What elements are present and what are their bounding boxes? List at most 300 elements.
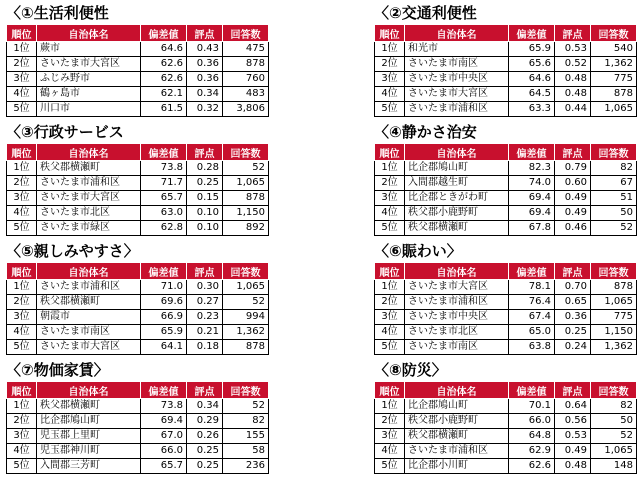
responses-cell: 50: [591, 414, 637, 429]
table-row: [7, 280, 269, 295]
municipality-cell: 入間郡三芳町: [37, 459, 141, 474]
table-row: [375, 221, 637, 236]
responses-cell: 1,150: [591, 325, 637, 340]
municipality-cell: 入間郡越生町: [405, 176, 509, 191]
score-cell: 0.32: [187, 102, 223, 117]
section-title: 〈①生活利便性: [6, 4, 109, 22]
score-cell: 0.26: [187, 429, 223, 444]
score-cell: 0.48: [555, 87, 591, 102]
score-cell: 0.65: [555, 295, 591, 310]
rank-cell: 3位: [375, 72, 405, 87]
deviation-cell: 62.8: [141, 221, 187, 236]
header-municipality: 自治体名: [37, 382, 141, 399]
municipality-cell: さいたま市浦和区: [37, 176, 141, 191]
rank-cell: 2位: [7, 176, 37, 191]
deviation-cell: 64.5: [509, 87, 555, 102]
table-row: [375, 444, 637, 459]
ranking-table: [6, 262, 269, 355]
responses-cell: 775: [591, 310, 637, 325]
rank-cell: 5位: [7, 340, 37, 355]
table-row: [375, 310, 637, 325]
score-cell: 0.36: [187, 72, 223, 87]
rank-cell: 1位: [7, 399, 37, 414]
score-cell: 0.25: [187, 459, 223, 474]
deviation-cell: 65.7: [141, 191, 187, 206]
deviation-cell: 62.6: [509, 459, 555, 474]
table-row: [7, 176, 269, 191]
municipality-cell: さいたま市北区: [405, 325, 509, 340]
responses-cell: 878: [591, 280, 637, 295]
table-header-row: [375, 144, 637, 161]
municipality-cell: 秩父郡横瀬町: [37, 295, 141, 310]
header-deviation: 偏差値: [509, 25, 555, 42]
ranking-section-prices-rent: [6, 359, 268, 474]
responses-cell: 82: [223, 414, 269, 429]
section-title: 〈⑤親しみやすさ〉: [6, 242, 139, 260]
section-title: 〈④静かさ治安: [374, 123, 477, 141]
rank-cell: 5位: [375, 102, 405, 117]
deviation-cell: 66.0: [509, 414, 555, 429]
table-row: [375, 280, 637, 295]
responses-cell: 52: [223, 161, 269, 176]
ranking-table: [374, 24, 637, 117]
rank-cell: 5位: [7, 221, 37, 236]
score-cell: 0.49: [555, 191, 591, 206]
header-deviation: 偏差値: [141, 382, 187, 399]
section-title: 〈⑥賑わい〉: [374, 242, 462, 260]
header-score: 評点: [555, 144, 591, 161]
deviation-cell: 65.6: [509, 57, 555, 72]
score-cell: 0.10: [187, 206, 223, 221]
deviation-cell: 63.8: [509, 340, 555, 355]
municipality-cell: さいたま市南区: [37, 325, 141, 340]
responses-cell: 1,362: [223, 325, 269, 340]
responses-cell: 82: [591, 161, 637, 176]
rank-cell: 3位: [7, 310, 37, 325]
rank-cell: 1位: [375, 399, 405, 414]
municipality-cell: さいたま市南区: [405, 57, 509, 72]
municipality-cell: さいたま市南区: [405, 340, 509, 355]
table-row: [375, 414, 637, 429]
rank-cell: 2位: [7, 295, 37, 310]
municipality-cell: さいたま市大宮区: [37, 340, 141, 355]
deviation-cell: 66.9: [141, 310, 187, 325]
responses-cell: 878: [223, 57, 269, 72]
municipality-cell: さいたま市浦和区: [405, 444, 509, 459]
municipality-cell: 比企郡鳩山町: [37, 414, 141, 429]
responses-cell: 1,362: [591, 340, 637, 355]
header-responses: 回答数: [591, 263, 637, 280]
rank-cell: 1位: [7, 161, 37, 176]
municipality-cell: さいたま市大宮区: [37, 191, 141, 206]
rank-cell: 2位: [7, 414, 37, 429]
table-header-row: [7, 382, 269, 399]
table-row: [7, 325, 269, 340]
responses-cell: 51: [591, 191, 637, 206]
header-score: 評点: [555, 382, 591, 399]
header-deviation: 偏差値: [141, 263, 187, 280]
deviation-cell: 64.6: [509, 72, 555, 87]
deviation-cell: 65.9: [509, 42, 555, 57]
table-header-row: [375, 263, 637, 280]
responses-cell: 236: [223, 459, 269, 474]
table-row: [7, 295, 269, 310]
deviation-cell: 69.4: [509, 191, 555, 206]
table-row: [7, 206, 269, 221]
responses-cell: 52: [223, 399, 269, 414]
rank-cell: 5位: [375, 459, 405, 474]
section-title: 〈⑦物価家賃〉: [6, 361, 109, 379]
deviation-cell: 73.8: [141, 399, 187, 414]
municipality-cell: さいたま市浦和区: [37, 280, 141, 295]
table-row: [7, 161, 269, 176]
ranking-table: [374, 381, 637, 474]
table-row: [7, 310, 269, 325]
score-cell: 0.49: [555, 206, 591, 221]
municipality-cell: 蕨市: [37, 42, 141, 57]
header-score: 評点: [187, 263, 223, 280]
score-cell: 0.27: [187, 295, 223, 310]
rank-cell: 5位: [7, 459, 37, 474]
responses-cell: 892: [223, 221, 269, 236]
responses-cell: 82: [591, 399, 637, 414]
rank-cell: 2位: [375, 57, 405, 72]
table-row: [7, 444, 269, 459]
municipality-cell: 比企郡小川町: [405, 459, 509, 474]
score-cell: 0.25: [187, 444, 223, 459]
deviation-cell: 63.3: [509, 102, 555, 117]
municipality-cell: さいたま市浦和区: [405, 295, 509, 310]
header-municipality: 自治体名: [405, 382, 509, 399]
deviation-cell: 65.0: [509, 325, 555, 340]
deviation-cell: 62.6: [141, 72, 187, 87]
ranking-table: [6, 381, 269, 474]
rank-cell: 2位: [375, 176, 405, 191]
responses-cell: 760: [223, 72, 269, 87]
score-cell: 0.46: [555, 221, 591, 236]
header-deviation: 偏差値: [509, 263, 555, 280]
municipality-cell: 児玉郡上里町: [37, 429, 141, 444]
table-row: [7, 459, 269, 474]
responses-cell: 1,065: [223, 176, 269, 191]
deviation-cell: 78.1: [509, 280, 555, 295]
responses-cell: 155: [223, 429, 269, 444]
header-responses: 回答数: [223, 263, 269, 280]
table-row: [7, 414, 269, 429]
score-cell: 0.49: [555, 444, 591, 459]
score-cell: 0.21: [187, 325, 223, 340]
table-row: [375, 42, 637, 57]
header-responses: 回答数: [223, 144, 269, 161]
rank-cell: 4位: [7, 325, 37, 340]
responses-cell: 994: [223, 310, 269, 325]
score-cell: 0.28: [187, 161, 223, 176]
responses-cell: 50: [591, 206, 637, 221]
table-header-row: [375, 25, 637, 42]
responses-cell: 878: [591, 87, 637, 102]
ranking-table: [6, 24, 269, 117]
rank-cell: 5位: [375, 221, 405, 236]
rank-cell: 1位: [375, 161, 405, 176]
header-rank: 順位: [7, 25, 37, 42]
table-row: [7, 191, 269, 206]
header-responses: 回答数: [591, 25, 637, 42]
deviation-cell: 65.9: [141, 325, 187, 340]
municipality-cell: 比企郡ときがわ町: [405, 191, 509, 206]
deviation-cell: 65.7: [141, 459, 187, 474]
header-deviation: 偏差値: [509, 144, 555, 161]
responses-cell: 1,362: [591, 57, 637, 72]
deviation-cell: 62.1: [141, 87, 187, 102]
responses-cell: 775: [591, 72, 637, 87]
municipality-cell: 秩父郡横瀬町: [37, 399, 141, 414]
responses-cell: 483: [223, 87, 269, 102]
table-row: [375, 102, 637, 117]
ranking-section-quiet-safety: [374, 121, 636, 236]
municipality-cell: 比企郡鳩山町: [405, 399, 509, 414]
table-row: [7, 87, 269, 102]
rank-cell: 4位: [375, 206, 405, 221]
score-cell: 0.15: [187, 191, 223, 206]
table-row: [7, 340, 269, 355]
ranking-section-living-convenience: [6, 2, 268, 117]
header-responses: 回答数: [223, 382, 269, 399]
table-row: [375, 429, 637, 444]
rank-cell: 4位: [7, 444, 37, 459]
header-responses: 回答数: [591, 382, 637, 399]
score-cell: 0.36: [187, 57, 223, 72]
municipality-cell: 秩父郡横瀬町: [405, 221, 509, 236]
deviation-cell: 64.6: [141, 42, 187, 57]
municipality-cell: さいたま市大宮区: [37, 57, 141, 72]
rank-cell: 3位: [7, 72, 37, 87]
score-cell: 0.53: [555, 429, 591, 444]
rank-cell: 4位: [7, 87, 37, 102]
municipality-cell: 和光市: [405, 42, 509, 57]
section-title: 〈②交通利便性: [374, 4, 477, 22]
deviation-cell: 70.1: [509, 399, 555, 414]
rank-cell: 2位: [375, 414, 405, 429]
table-row: [375, 191, 637, 206]
score-cell: 0.36: [555, 310, 591, 325]
table-row: [7, 57, 269, 72]
score-cell: 0.34: [187, 87, 223, 102]
rank-cell: 2位: [375, 295, 405, 310]
ranking-section-public-services: [6, 121, 268, 236]
header-rank: 順位: [375, 25, 405, 42]
municipality-cell: さいたま市緑区: [37, 221, 141, 236]
municipality-cell: ふじみ野市: [37, 72, 141, 87]
rank-cell: 3位: [7, 191, 37, 206]
header-municipality: 自治体名: [37, 25, 141, 42]
table-row: [375, 87, 637, 102]
responses-cell: 148: [591, 459, 637, 474]
score-cell: 0.48: [555, 459, 591, 474]
rank-cell: 4位: [375, 87, 405, 102]
table-row: [375, 57, 637, 72]
header-municipality: 自治体名: [37, 263, 141, 280]
header-score: 評点: [187, 25, 223, 42]
table-row: [375, 72, 637, 87]
ranking-section-disaster-prevention: [374, 359, 636, 474]
header-responses: 回答数: [223, 25, 269, 42]
table-row: [7, 399, 269, 414]
table-row: [7, 42, 269, 57]
rank-cell: 5位: [7, 102, 37, 117]
section-title: 〈⑧防災〉: [374, 361, 447, 379]
rank-cell: 4位: [375, 444, 405, 459]
deviation-cell: 61.5: [141, 102, 187, 117]
header-rank: 順位: [375, 144, 405, 161]
table-row: [375, 459, 637, 474]
table-row: [375, 295, 637, 310]
rank-cell: 3位: [375, 429, 405, 444]
header-rank: 順位: [375, 382, 405, 399]
deviation-cell: 73.8: [141, 161, 187, 176]
responses-cell: 3,806: [223, 102, 269, 117]
header-deviation: 偏差値: [141, 144, 187, 161]
table-header-row: [375, 382, 637, 399]
responses-cell: 1,150: [223, 206, 269, 221]
ranking-table: [374, 143, 637, 236]
table-row: [7, 102, 269, 117]
municipality-cell: さいたま市大宮区: [405, 280, 509, 295]
table-row: [375, 176, 637, 191]
table-header-row: [7, 263, 269, 280]
table-header-row: [7, 144, 269, 161]
header-score: 評点: [187, 382, 223, 399]
responses-cell: 878: [223, 340, 269, 355]
deviation-cell: 69.4: [509, 206, 555, 221]
header-rank: 順位: [7, 263, 37, 280]
table-row: [7, 221, 269, 236]
table-header-row: [7, 25, 269, 42]
ranking-section-transport-convenience: [374, 2, 636, 117]
score-cell: 0.25: [555, 325, 591, 340]
score-cell: 0.60: [555, 176, 591, 191]
rank-cell: 1位: [7, 42, 37, 57]
header-deviation: 偏差値: [509, 382, 555, 399]
score-cell: 0.79: [555, 161, 591, 176]
municipality-cell: 比企郡鳩山町: [405, 161, 509, 176]
deviation-cell: 74.0: [509, 176, 555, 191]
municipality-cell: 川口市: [37, 102, 141, 117]
score-cell: 0.23: [187, 310, 223, 325]
table-row: [375, 399, 637, 414]
header-rank: 順位: [7, 144, 37, 161]
municipality-cell: 秩父郡小鹿野町: [405, 414, 509, 429]
ranking-section-liveliness: [374, 240, 636, 355]
score-cell: 0.10: [187, 221, 223, 236]
municipality-cell: さいたま市北区: [37, 206, 141, 221]
header-municipality: 自治体名: [37, 144, 141, 161]
score-cell: 0.52: [555, 57, 591, 72]
municipality-cell: 児玉郡神川町: [37, 444, 141, 459]
responses-cell: 1,065: [591, 102, 637, 117]
responses-cell: 52: [223, 295, 269, 310]
rank-cell: 5位: [375, 340, 405, 355]
municipality-cell: 秩父郡横瀬町: [37, 161, 141, 176]
deviation-cell: 82.3: [509, 161, 555, 176]
score-cell: 0.64: [555, 399, 591, 414]
responses-cell: 52: [591, 429, 637, 444]
responses-cell: 1,065: [591, 444, 637, 459]
ranking-table: [6, 143, 269, 236]
header-score: 評点: [555, 25, 591, 42]
deviation-cell: 69.6: [141, 295, 187, 310]
responses-cell: 58: [223, 444, 269, 459]
header-municipality: 自治体名: [405, 25, 509, 42]
score-cell: 0.34: [187, 399, 223, 414]
header-municipality: 自治体名: [405, 144, 509, 161]
score-cell: 0.29: [187, 414, 223, 429]
header-deviation: 偏差値: [141, 25, 187, 42]
municipality-cell: 秩父郡横瀬町: [405, 429, 509, 444]
section-title: 〈③行政サービス: [6, 123, 124, 141]
responses-cell: 52: [591, 221, 637, 236]
table-row: [7, 72, 269, 87]
rank-cell: 3位: [7, 429, 37, 444]
header-score: 評点: [555, 263, 591, 280]
municipality-cell: 朝霞市: [37, 310, 141, 325]
rank-cell: 1位: [375, 42, 405, 57]
score-cell: 0.24: [555, 340, 591, 355]
deviation-cell: 66.0: [141, 444, 187, 459]
score-cell: 0.48: [555, 72, 591, 87]
municipality-cell: 鶴ヶ島市: [37, 87, 141, 102]
responses-cell: 878: [223, 191, 269, 206]
score-cell: 0.30: [187, 280, 223, 295]
rank-cell: 4位: [7, 206, 37, 221]
table-row: [375, 161, 637, 176]
score-cell: 0.43: [187, 42, 223, 57]
deviation-cell: 64.1: [141, 340, 187, 355]
score-cell: 0.56: [555, 414, 591, 429]
deviation-cell: 67.8: [509, 221, 555, 236]
table-row: [375, 325, 637, 340]
responses-cell: 475: [223, 42, 269, 57]
responses-cell: 67: [591, 176, 637, 191]
deviation-cell: 62.6: [141, 57, 187, 72]
score-cell: 0.18: [187, 340, 223, 355]
header-rank: 順位: [375, 263, 405, 280]
deviation-cell: 64.8: [509, 429, 555, 444]
responses-cell: 1,065: [223, 280, 269, 295]
responses-cell: 540: [591, 42, 637, 57]
municipality-cell: さいたま市中央区: [405, 72, 509, 87]
deviation-cell: 71.7: [141, 176, 187, 191]
ranking-section-friendliness: [6, 240, 268, 355]
deviation-cell: 63.0: [141, 206, 187, 221]
ranking-table: [374, 262, 637, 355]
header-score: 評点: [187, 144, 223, 161]
deviation-cell: 67.0: [141, 429, 187, 444]
score-cell: 0.25: [187, 176, 223, 191]
table-row: [7, 429, 269, 444]
table-row: [375, 340, 637, 355]
table-row: [375, 206, 637, 221]
deviation-cell: 69.4: [141, 414, 187, 429]
rank-cell: 3位: [375, 191, 405, 206]
score-cell: 0.53: [555, 42, 591, 57]
rank-cell: 3位: [375, 310, 405, 325]
responses-cell: 1,065: [591, 295, 637, 310]
score-cell: 0.70: [555, 280, 591, 295]
rank-cell: 2位: [7, 57, 37, 72]
rank-cell: 4位: [375, 325, 405, 340]
header-municipality: 自治体名: [405, 263, 509, 280]
score-cell: 0.44: [555, 102, 591, 117]
